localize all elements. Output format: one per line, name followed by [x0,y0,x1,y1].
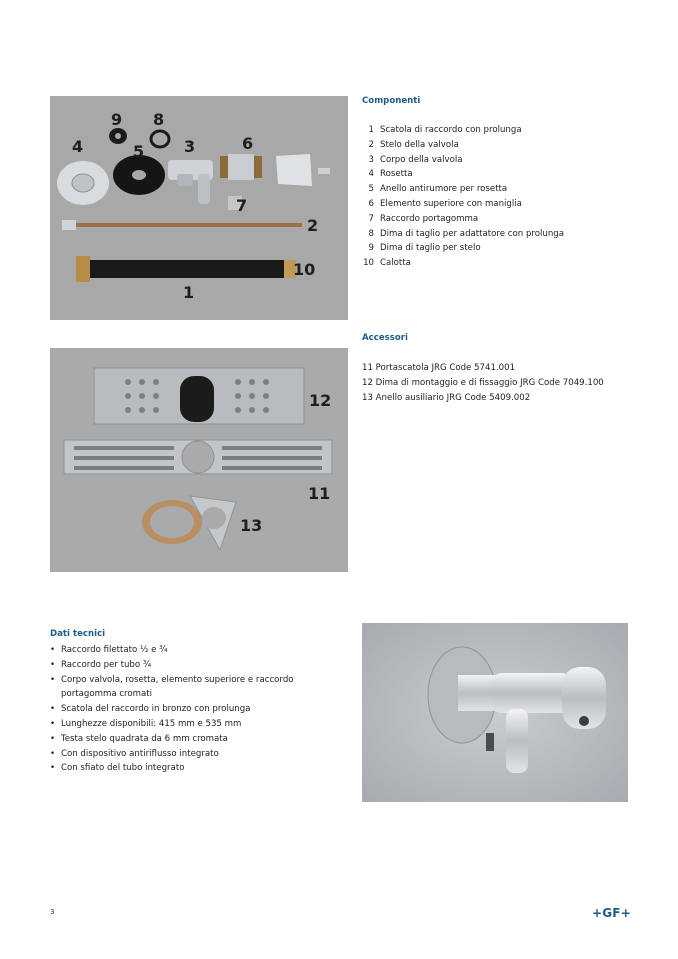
list-item: 1 Scatola di raccordo con prolunga [368,125,522,135]
components-title: Componenti [362,96,421,106]
list-item: • Corpo valvola, rosetta, elemento superiore e raccordo portagomma cromati [50,674,294,700]
label-6: 6 [242,134,254,153]
label-1: 1 [183,283,195,302]
label-13: 13 [240,516,263,535]
list-item: 12 Dima di montaggio e di fissaggio JRG Code 7049.100 [362,377,604,388]
connection-box-part [86,260,286,278]
label-10: 10 [293,260,316,279]
list-item: • Con sfiato del tubo integrato [50,763,185,774]
accessories-photo [50,348,348,572]
label-5: 5 [133,142,145,161]
list-item: 5 Anello antirumore per rosetta [368,184,508,195]
list-item: 6 Elemento superiore con maniglia [368,198,522,209]
list-item: 7 Raccordo portagomma [368,213,479,224]
label-3: 3 [184,137,196,156]
label-2: 2 [307,216,319,235]
label-7: 7 [236,196,248,215]
components-photo [50,96,348,320]
components-list [356,123,564,271]
valve-installed-photo [362,623,628,802]
valve-body [492,673,572,713]
list-item: 10 Calotta [363,258,411,269]
list-item: 3 Corpo della valvola [368,154,463,165]
label-11: 11 [308,484,331,503]
technical-list [50,643,320,776]
list-item: • Lunghezze disponibili: 415 mm e 535 mm [50,718,242,729]
list-item: 8 Dima di taglio per adattatore con prolunga [368,228,565,239]
label-9: 9 [111,110,123,129]
list-item: • Con dispositivo antiriflusso integrato [50,748,219,759]
list-item: 9 Dima di taglio per stelo [368,243,481,254]
list-item: • Scatola del raccordo in bronzo con prolunga [50,704,251,715]
label-8: 8 [153,110,165,129]
page-number: 3 [50,908,55,916]
list-item: • Testa stelo quadrata da 6 mm cromata [50,733,228,744]
list-item: 13 Anello ausiliario JRG Code 5409.002 [362,392,531,403]
label-12: 12 [309,391,332,410]
technical-title: Dati tecnici [50,629,106,639]
gf-logo: +GF+ [592,906,631,920]
valve-stem-part [62,223,302,227]
list-item: 2 Stelo della valvola [368,139,459,150]
list-item: • Raccordo per tubo ¾ [50,659,152,670]
accessories-title: Accessori [362,333,408,343]
list-item: 11 Portascatola JRG Code 5741.001 [362,363,516,373]
label-4: 4 [72,137,84,156]
accessories-list [362,361,604,405]
outlet-spout [506,709,528,773]
list-item: 4 Rosetta [368,169,413,180]
list-item: • Raccordo filettato ½ e ¾ [50,645,168,655]
